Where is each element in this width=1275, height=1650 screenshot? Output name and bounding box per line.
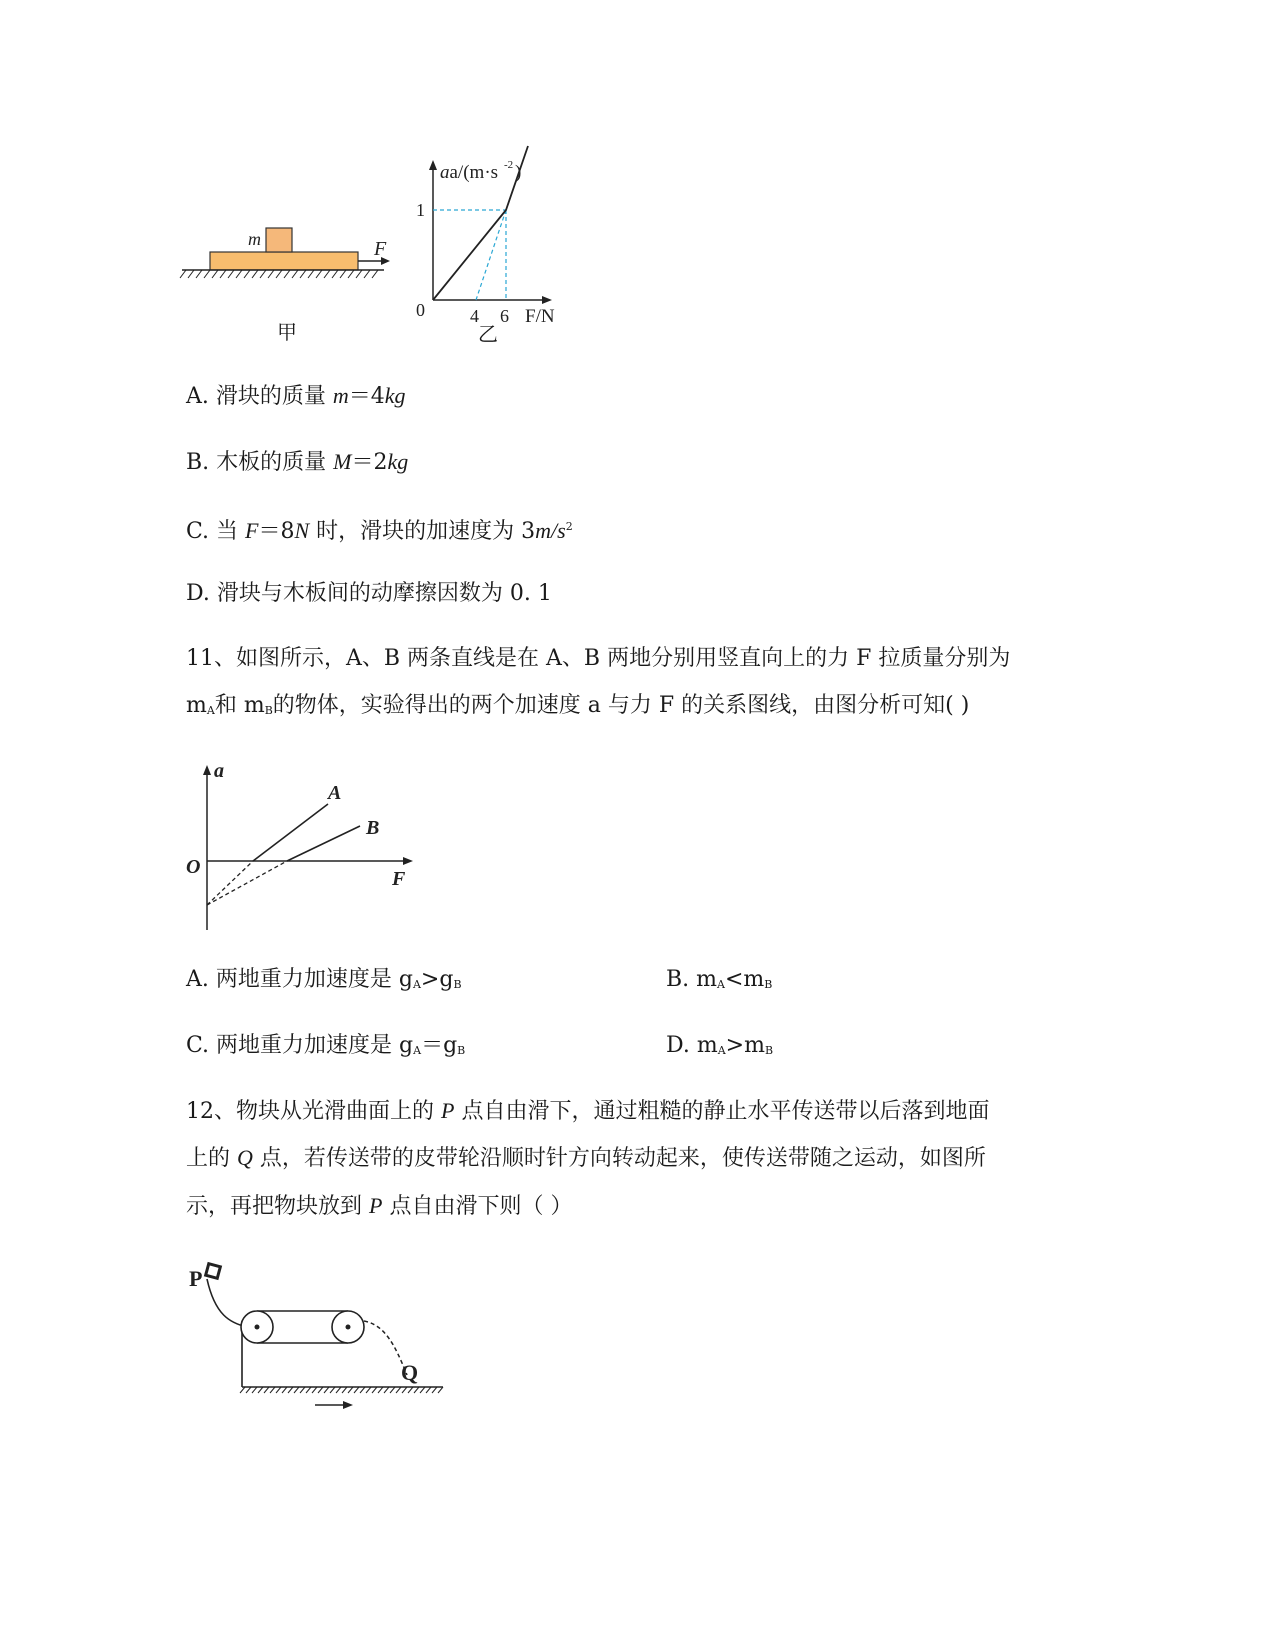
board: [210, 252, 358, 270]
y-axis-close: ): [515, 162, 522, 183]
figure-jia-caption: 甲: [277, 320, 297, 344]
force-label: F: [374, 238, 387, 260]
x-axis-label: F: [392, 868, 406, 890]
x-axis-label: F/N: [525, 306, 555, 327]
p-label: P: [189, 1266, 203, 1291]
figure-yi-graph: [400, 140, 580, 350]
q12-stem-line2: 上的 Q 点，若传送带的皮带轮沿顺时针方向转动起来，使传送带随之运动，如图所: [186, 1145, 986, 1171]
q10-option-b: B. 木板的质量 M＝2kg: [186, 449, 409, 475]
x-tick-4: 4: [470, 306, 479, 326]
y-axis-label: a/(m·s: [449, 162, 499, 183]
y-axis-exponent: -2: [504, 159, 514, 171]
q11-option-c: C. 两地重力加速度是 $g_A=g_B$: [186, 1033, 466, 1058]
q-label: Q: [401, 1360, 419, 1385]
svg-text:aa/(m·s: aa/(m·s: [440, 162, 499, 183]
q11-option-d: D. $m_A>m_B$: [666, 1033, 774, 1058]
line-b: [287, 826, 360, 861]
q11-figure: [180, 755, 420, 935]
origin-label: O: [186, 856, 201, 878]
q11-stem-line2: $m_A$和 $m_B$的物体，实验得出的两个加速度 a 与力 F 的关系图线，由图分析可知( ): [186, 693, 970, 718]
q10-option-c: C. 当 F＝8N 时，滑块的加速度为 $3m/s^2$: [186, 518, 573, 544]
origin-label: 0: [416, 300, 425, 320]
figure-yi-caption: 乙: [478, 322, 498, 346]
q12-stem-line1: 12、物块从光滑曲面上的 P 点自由滑下，通过粗糙的静止水平传送带以后落到地面: [186, 1098, 990, 1124]
slider-block: [266, 228, 292, 252]
mass-label: m: [248, 229, 261, 249]
line-b-label: B: [366, 817, 380, 839]
line-b-extension: [207, 861, 287, 905]
x-tick-6: 6: [500, 306, 509, 326]
q10-option-a: A. 滑块的质量 m＝4kg: [186, 383, 406, 409]
y-axis-label: a: [214, 760, 224, 782]
block-p: [206, 1264, 221, 1279]
line-a: [253, 804, 328, 861]
q10-option-d: D. 滑块与木板间的动摩擦因数为 0. 1: [186, 581, 552, 606]
line-a-label: A: [328, 782, 342, 804]
q12-figure: [185, 1255, 465, 1435]
smooth-curve: [207, 1279, 247, 1327]
q11-option-b: B. $m_A<m_B$: [666, 967, 773, 992]
y-tick-1: 1: [416, 200, 425, 220]
q11-stem-line1: 11、如图所示，A、B 两条直线是在 A、B 两地分别用竖直向上的力 F 拉质量分别为: [186, 646, 1011, 671]
guide-slant: [476, 210, 506, 300]
q11-option-a: A. 两地重力加速度是 $g_A>g_B$: [186, 967, 462, 992]
q12-stem-line3: 示，再把物块放到 P 点自由滑下则（ ）: [186, 1193, 573, 1219]
